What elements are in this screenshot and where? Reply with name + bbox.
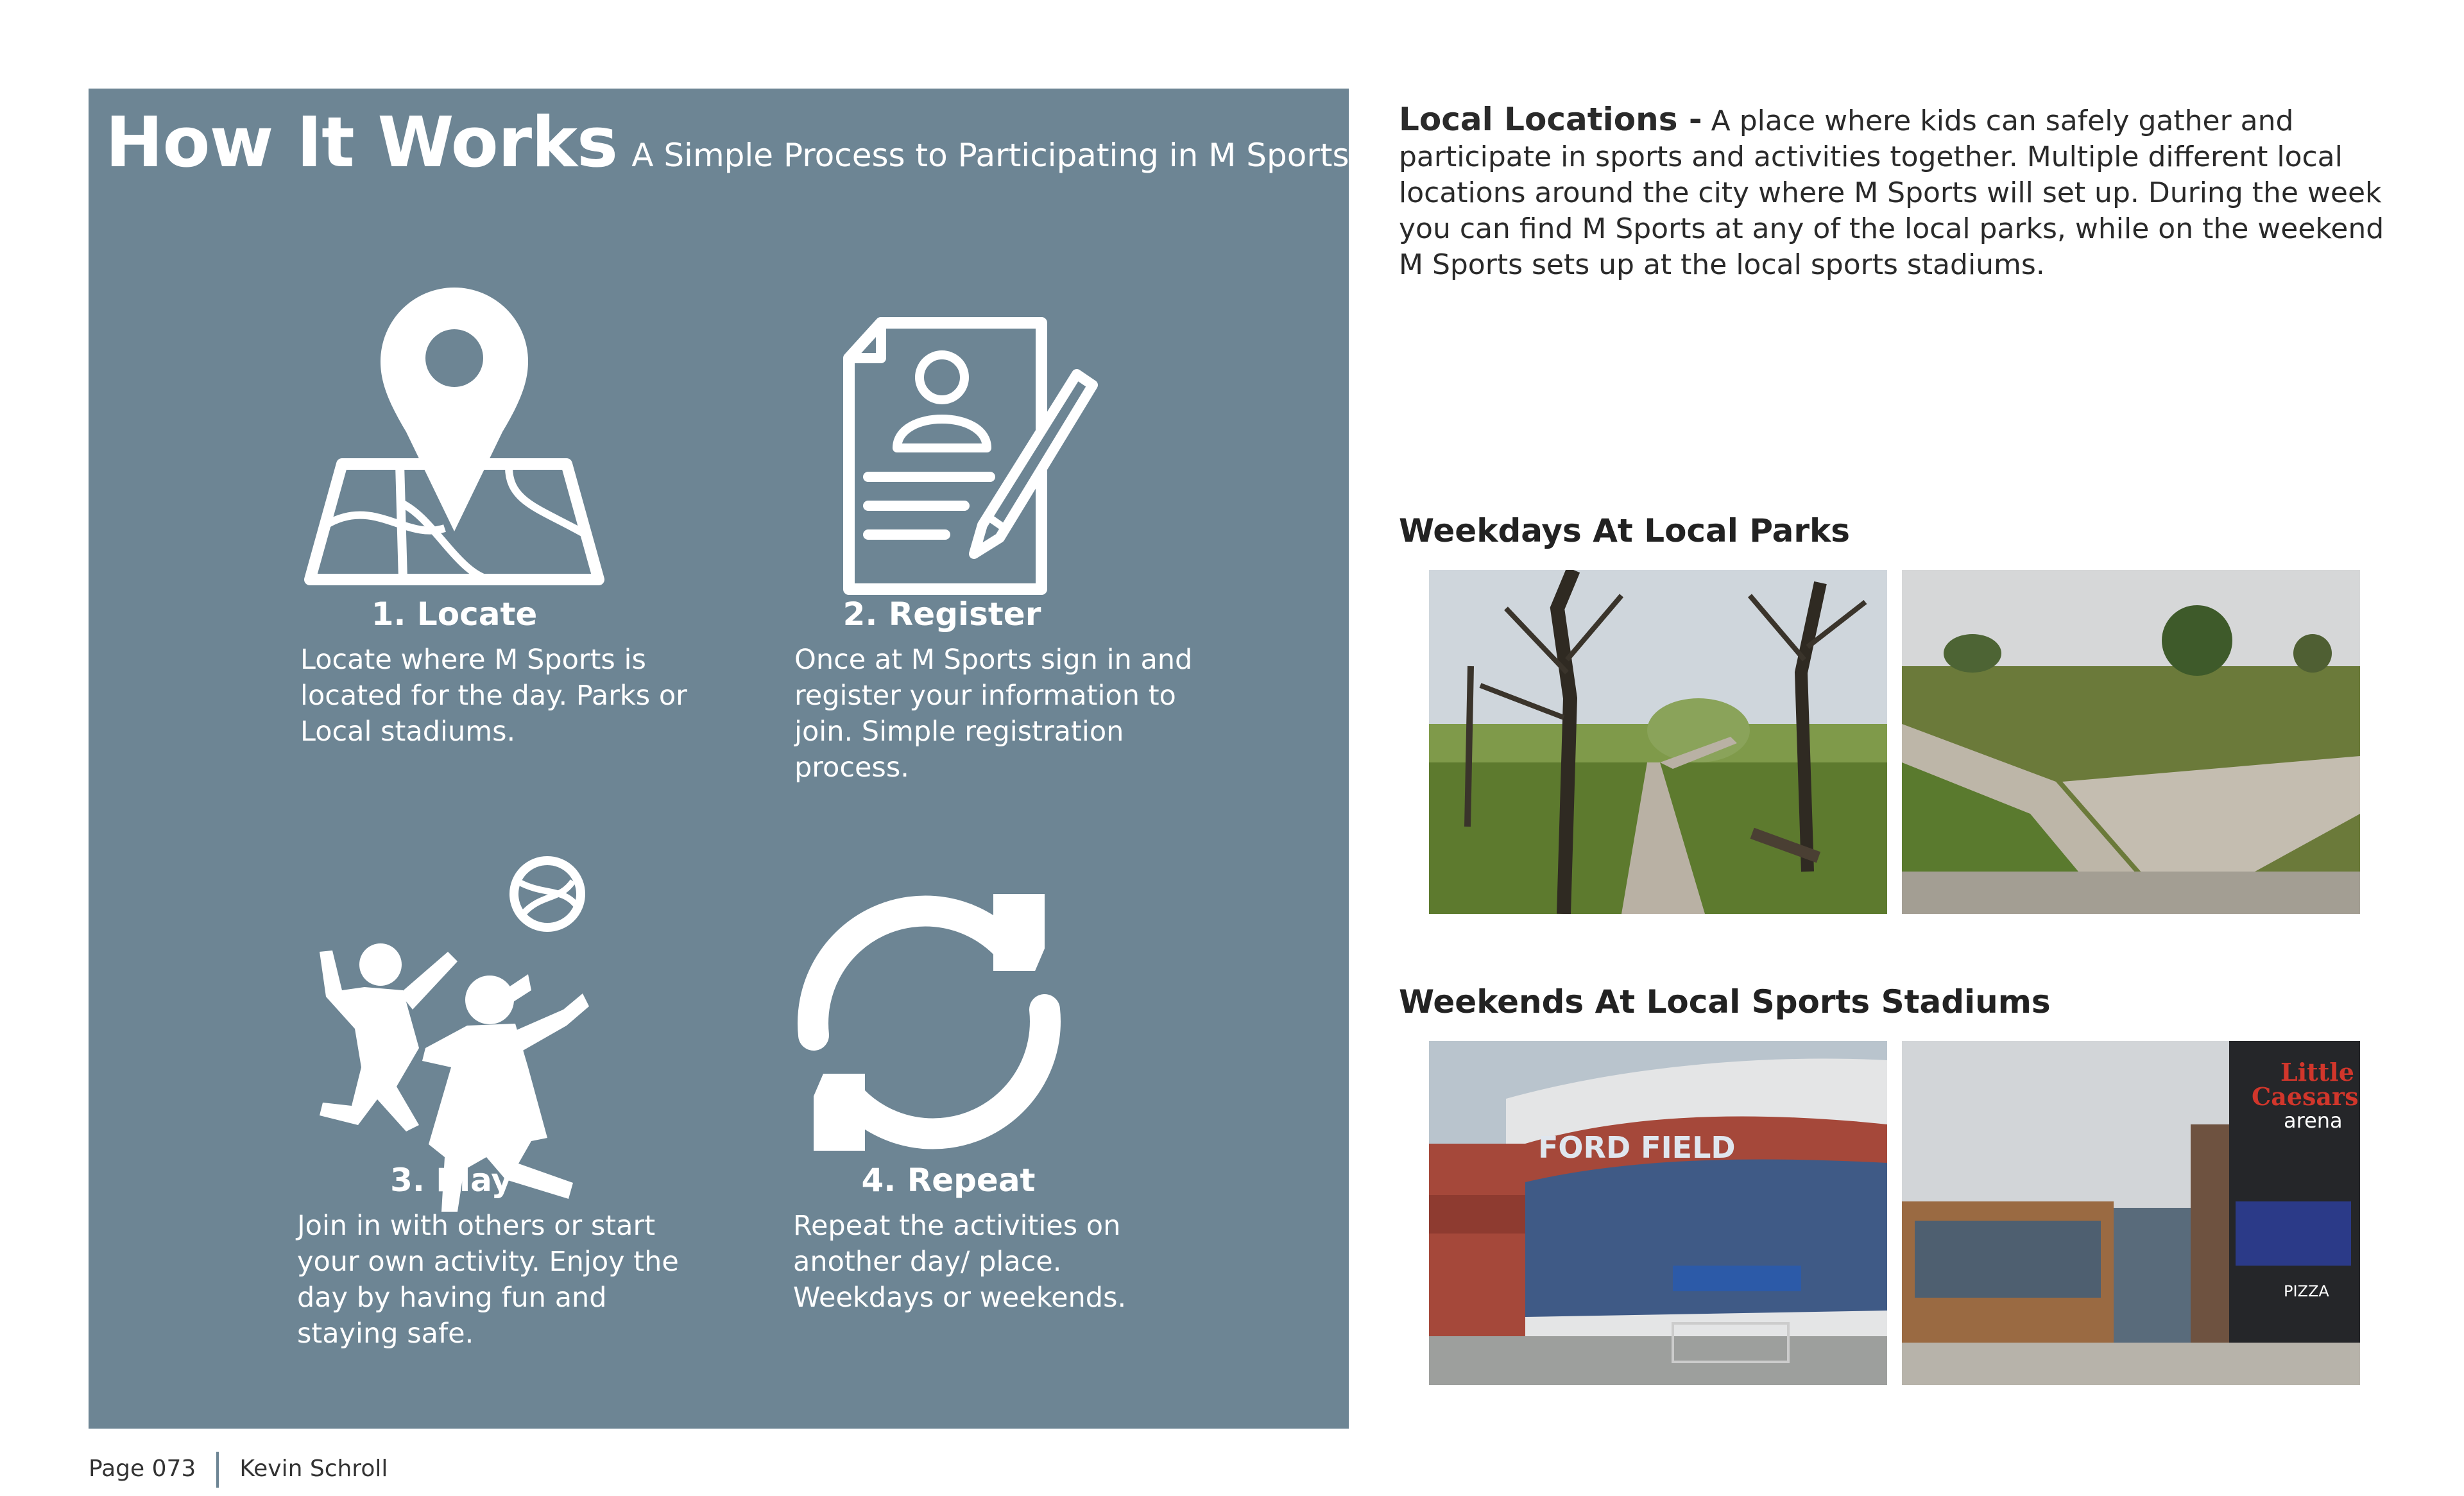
step-1-title: 1. Locate — [371, 596, 538, 633]
little-caesars-sign-line2: Caesars — [2252, 1082, 2359, 1111]
pizza-sign: PIZZA — [2284, 1282, 2329, 1300]
weekends-heading: Weekends At Local Sports Stadiums — [1399, 983, 2051, 1020]
intro-text: A place where kids can safely gather and participate in sports and activities together. Multiple different local locations around the city where M Sports will set up. During the week you can find M Sports at any of the local parks, while on the weekend M Sports sets up at the local sports stadiums. — [1399, 105, 2384, 281]
footer-divider — [216, 1452, 219, 1488]
step-2-text: Once at M Sports sign in and register your information to join. Simple registration process. — [794, 644, 1193, 784]
registration-form-icon — [836, 313, 1106, 596]
step-1-text: Locate where M Sports is located for the day. Parks or Local stadiums. — [300, 644, 687, 748]
footer — [89, 1452, 388, 1488]
ford-field-photo — [1429, 1041, 1887, 1385]
panel-header — [105, 103, 1349, 183]
local-locations-intro — [1399, 101, 2413, 283]
how-it-works-panel — [89, 89, 1349, 1429]
field-photo-sidewalk — [1902, 570, 2360, 914]
ford-field-sign: FORD FIELD — [1538, 1130, 1736, 1165]
repeat-arrows-icon — [782, 875, 1077, 1170]
little-caesars-arena-photo — [1902, 1041, 2360, 1385]
step-2-title: 2. Register — [843, 596, 1041, 633]
author-name: Kevin Schroll — [239, 1456, 388, 1482]
intro-lead: Local Locations - — [1399, 101, 1702, 138]
little-caesars-sign-line3: arena — [2284, 1108, 2343, 1133]
step-3-title: 3. Play — [390, 1162, 512, 1199]
step-4-text: Repeat the activities on another day/ place. Weekdays or weekends. — [793, 1210, 1127, 1314]
little-caesars-sign-line1: Little — [2280, 1058, 2354, 1087]
page-number: Page 073 — [89, 1456, 196, 1482]
step-3-text: Join in with others or start your own activity. Enjoy the day by having fun and staying safe. — [297, 1210, 679, 1350]
panel-subtitle: A Simple Process to Participating in M Sports — [631, 137, 1349, 174]
panel-title: How It Works — [105, 103, 618, 183]
weekdays-heading: Weekdays At Local Parks — [1399, 512, 1851, 549]
step-4-title: 4. Repeat — [861, 1162, 1036, 1199]
map-pin-icon — [297, 271, 612, 586]
park-photo-path — [1429, 570, 1887, 914]
